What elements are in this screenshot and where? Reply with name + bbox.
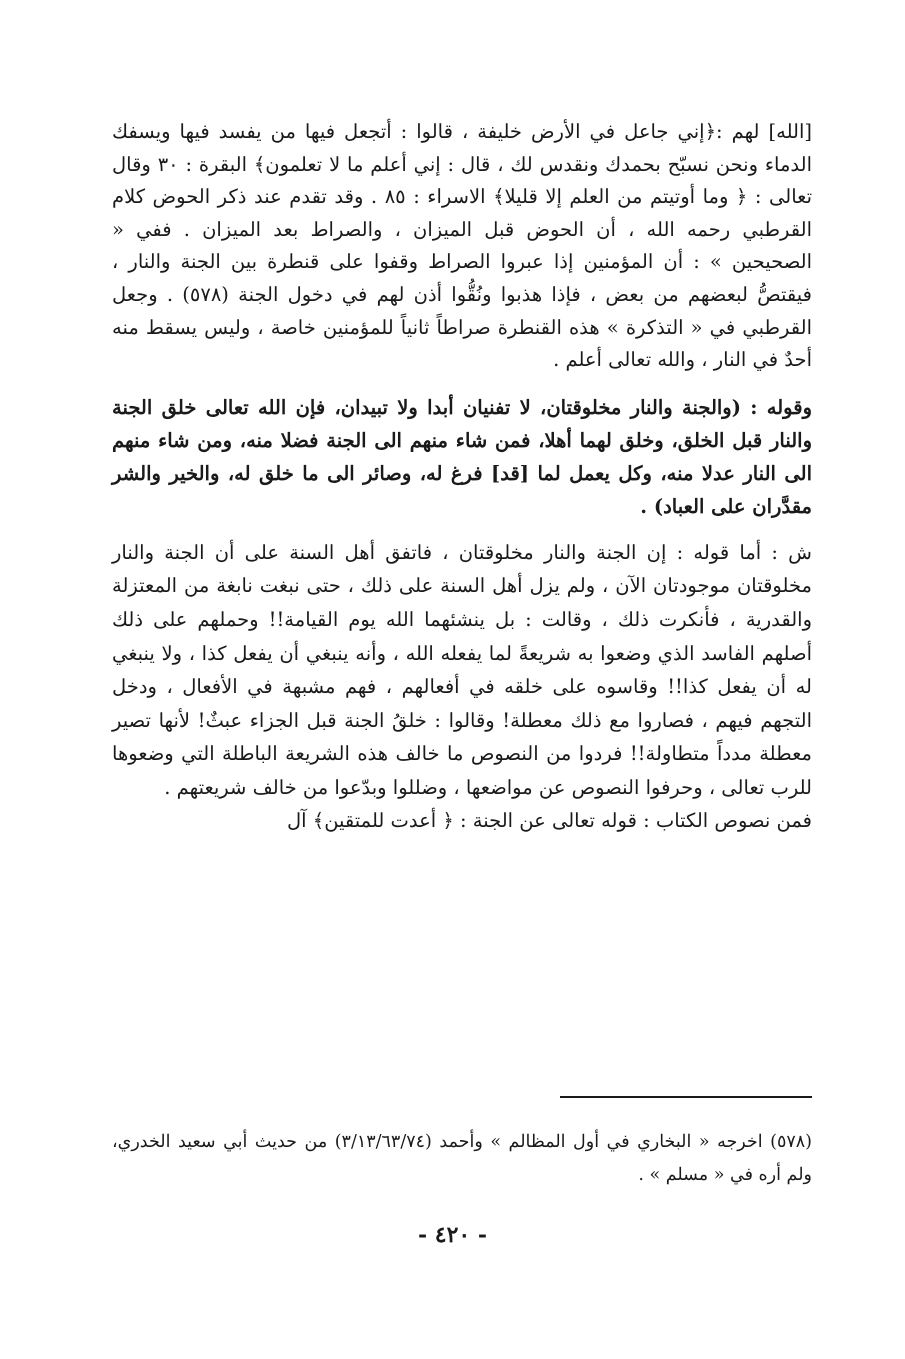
footnote-divider <box>560 1096 812 1098</box>
main-text <box>112 116 812 837</box>
footnote: (٥٧٨) اخرجه « البخاري في أول المظالم » وأحمد (٣/١٣/٦٣/٧٤) من حديث أبي سعيد الخدري، ولم أره في « مسلم » . <box>112 1132 812 1185</box>
paragraph-sharh: ش : أما قوله : إن الجنة والنار مخلوقتان ، فاتفق أهل السنة على أن الجنة والنار مخلوقتان موجودتان الآن ، ولم يزل أهل السنة على ذلك ، حتى نبغت نابغة من المعتزلة والقدرية ، فأنكرت ذلك ، وقالت : بل ينشئهما الله يوم القيامة!! وحملهم على ذلك أصلهم الفاسد الذي وضعوا به شريعةً لما يفعله الله ، وأنه ينبغي أن يفعل كذا ، ولا ينبغي له أن يفعل كذا!! وقاسوه على خلقه في أفعالهم ، فهم مشبهة في الأفعال ، ودخل التجهم فيهم ، فصاروا مع ذلك معطلة! وقالوا : خلقُ الجنة قبل الجزاء عبثٌ! لأنها تصير معطلة مدداً متطاولة!! فردوا من النصوص ما خالف هذه الشريعة الباطلة التي وضعوها للرب تعالى ، وحرفوا النصوص عن مواضعها ، وضللوا وبدّعوا من خالف شريعتهم . <box>112 540 812 799</box>
page-number: - ٤٢٠ - <box>417 1222 488 1248</box>
paragraph-continuation: فمن نصوص الكتاب : قوله تعالى عن الجنة : ﴿ أعدت للمتقين﴾ آل <box>286 808 812 832</box>
paragraph-matn: وقوله : (والجنة والنار مخلوقتان، لا تفنيان أبدا ولا تبيدان، فإن الله تعالى خلق الجنة والنار قبل الخلق، وخلق لهما أهلا، فمن شاء منهم الى الجنة فضلا منه، ومن شاء منهم الى النار عدلا منه، وكل يعمل لما [قد] فرغ له، وصائر الى ما خلق له، والخير والشر مقدَّران على العباد) . <box>112 395 812 518</box>
paragraph-1: [الله] لهم :﴿إني جاعل في الأرض خليفة ، قالوا : أتجعل فيها من يفسد فيها ويسفك الدماء ونحن نسبّح بحمدك ونقدس لك ، قال : إني أعلم ما لا تعلمون﴾ البقرة : ٣٠ وقال تعالى : ﴿ وما أوتيتم من العلم إلا قليلا﴾ الاسراء : ٨٥ . وقد تقدم عند ذكر الحوض كلام القرطبي رحمه الله ، أن الحوض قبل الميزان ، والصراط بعد الميزان . ففي « الصحيحين » : أن المؤمنين إذا عبروا الصراط وقفوا على قنطرة بين الجنة والنار ، فيقتصُّ لبعضهم من بعض ، فإذا هذبوا ونُقُّوا أذن لهم في دخول الجنة (٥٧٨) . وجعل القرطبي في « التذكرة » هذه القنطرة صراطاً ثانياً للمؤمنين خاصة ، وليس يسقط منه أحدٌ في النار ، والله تعالى أعلم . <box>112 120 813 372</box>
